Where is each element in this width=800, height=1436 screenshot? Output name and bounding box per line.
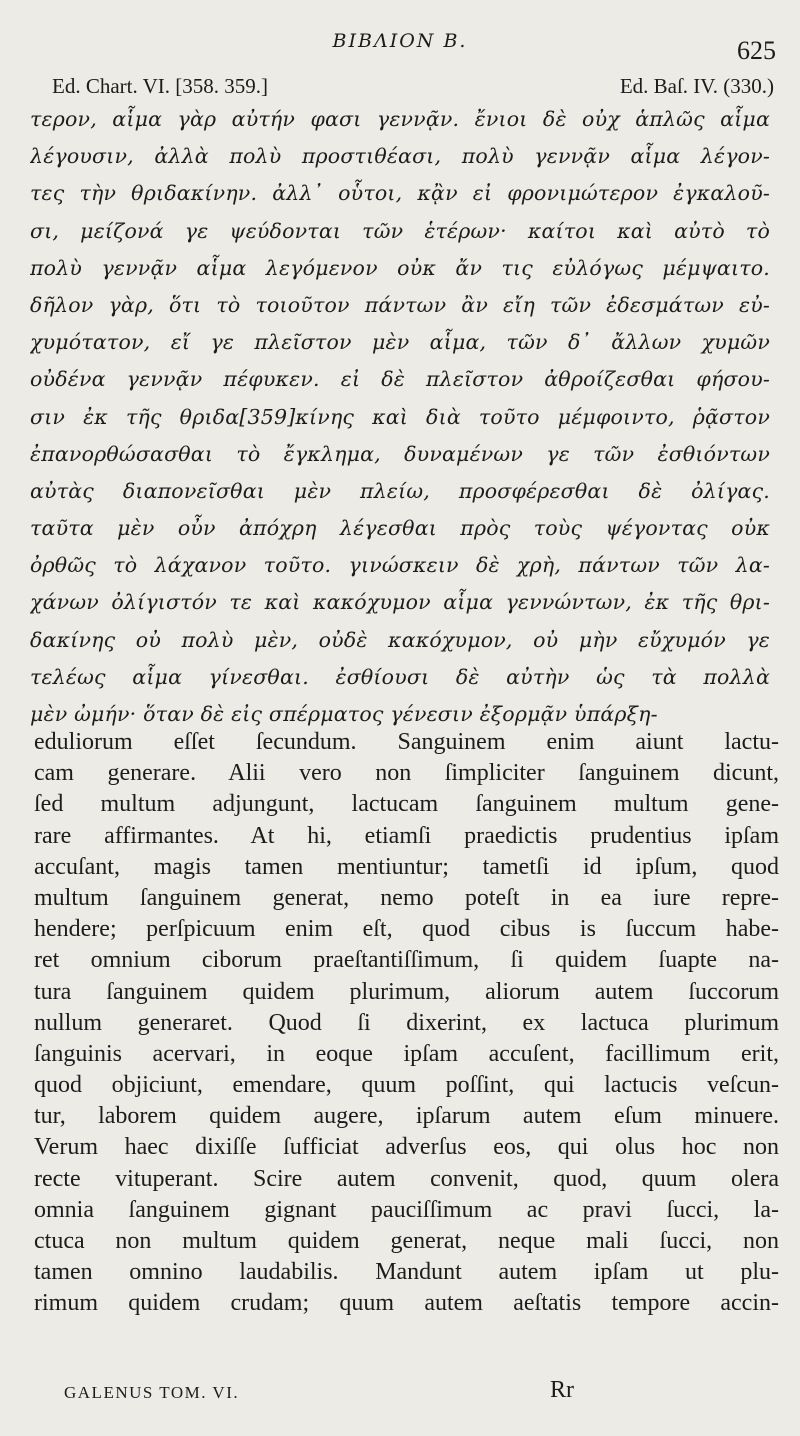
latin-line: quod objiciunt, emendare, quum poſſint, qui lactucis veſcun- <box>34 1072 779 1099</box>
edition-reference-basel: Ed. Baſ. IV. (330.) <box>619 74 774 98</box>
latin-line: nullum generaret. Quod ſi dixerint, ex lactuca plurimum <box>34 1009 779 1036</box>
signature-mark: GALENUS TOM. VI. <box>64 1383 240 1402</box>
latin-line: cam generare. Alii vero non ſimpliciter ſanguinem dicunt, <box>34 760 779 787</box>
greek-line: τελέως αἷμα γίνεσθαι. ἐσθίουσι δὲ αὐτὴν ὡς τὰ πολλὰ <box>30 664 770 689</box>
greek-line: σιν ἐκ τῆς θριδα[359]κίνης καὶ διὰ τοῦτο μέμφοιντο, ῥᾷστον <box>30 404 770 429</box>
latin-line: recte vituperant. Scire autem convenit, quod, quum olera <box>34 1165 779 1192</box>
greek-text-block <box>30 101 770 733</box>
greek-line: χάνων ὀλίγιστόν τε καὶ κακόχυμον αἷμα γεννώντων, ἐκ τῆς θρι- <box>30 590 770 615</box>
latin-line: ſanguinis acervari, in eoque ipſam accuſent, facillimum erit, <box>34 1040 779 1067</box>
greek-line: σι, μείζονά γε ψεύδονται τῶν ἑτέρων· καίτοι καὶ αὐτὸ τὸ <box>30 218 770 243</box>
greek-line: δῆλον γὰρ, ὅτι τὸ τοιοῦτον πάντων ἂν εἴη τῶν ἐδεσμάτων εὐ- <box>30 292 770 317</box>
latin-text-block <box>34 727 779 1320</box>
greek-line: λέγουσιν, ἀλλὰ πολὺ προστιθέασι, πολὺ γεννᾷν αἷμα λέγον- <box>30 144 770 169</box>
greek-line: τες τὴν θριδακίνην. ἀλλ᾽ οὗτοι, κᾂν εἰ φρονιμώτερον ἐγκαλοῦ- <box>30 181 770 206</box>
greek-line: ταῦτα μὲν οὖν ἀπόχρη λέγεσθαι πρὸς τοὺς ψέγοντας οὐκ <box>30 516 770 541</box>
greek-line: ἐπανορθώσασθαι τὸ ἔγκλημα, δυναμένων γε τῶν ἐσθιόντων <box>30 441 770 466</box>
sheet-mark: Rr <box>550 1377 574 1403</box>
latin-line: ſed multum adjungunt, lactucam ſanguinem multum gene- <box>34 791 779 818</box>
edition-reference-chartier: Ed. Chart. VI. [358. 359.] <box>52 74 268 98</box>
greek-line: οὐδένα γεννᾷν πέφυκεν. εἰ δὲ πλεῖστον ἀθροίζεσθαι φήσου- <box>30 367 770 392</box>
latin-line: ret omnium ciborum praeſtantiſſimum, ſi quidem ſuapte na- <box>34 947 779 974</box>
greek-line: αὐτὰς διαπονεῖσθαι μὲν πλείω, προσφέρεσθαι δὲ ὀλίγας. <box>30 478 770 503</box>
latin-line: multum ſanguinem generat, nemo poteſt in ea iure repre- <box>34 884 779 911</box>
latin-line: Verum haec dixiſſe ſufficiat adverſus eos, qui olus hoc non <box>34 1134 779 1161</box>
latin-line: rare affirmantes. At hi, etiamſi praedictis prudentius ipſam <box>34 822 779 849</box>
greek-line: μὲν ὠμήν· ὅταν δὲ εἰς σπέρματος γένεσιν ἐξορμᾷν ὑπάρξη- <box>30 702 658 726</box>
latin-line: eduliorum eſſet ſecundum. Sanguinem enim aiunt lactu- <box>34 729 779 755</box>
page-number: 625 <box>737 36 776 65</box>
greek-line: πολὺ γεννᾷν αἷμα λεγόμενον οὐκ ἄν τις εὐλόγως μέμψαιτο. <box>30 255 770 280</box>
latin-line: tamen omnino laudabilis. Mandunt autem ipſam ut plu- <box>34 1259 779 1286</box>
greek-line: ὀρθῶς τὸ λάχανον τοῦτο. γινώσκειν δὲ χρὴ, πάντων τῶν λα- <box>30 553 770 578</box>
latin-line: hendere; perſpicuum enim eſt, quod cibus is ſuccum habe- <box>34 916 779 943</box>
latin-line: tura ſanguinem quidem plurimum, aliorum autem ſuccorum <box>34 978 779 1005</box>
greek-line: δακίνης οὐ πολὺ μὲν, οὐδὲ κακόχυμον, οὐ μὴν εὔχυμόν γε <box>30 627 770 652</box>
greek-line: τερον, αἷμα γὰρ αὐτήν φασι γεννᾷν. ἔνιοι δὲ οὐχ ἁπλῶς αἷμα <box>30 107 770 131</box>
latin-line: accuſant, magis tamen mentiuntur; tametſi id ipſum, quod <box>34 853 779 880</box>
latin-line: tur, laborem quidem augere, ipſarum autem eſum minuere. <box>34 1103 779 1130</box>
latin-line: omnia ſanguinem gignant pauciſſimum ac pravi ſucci, la- <box>34 1196 779 1223</box>
greek-line: χυμότατον, εἴ γε πλεῖστον μὲν αἷμα, τῶν δ᾽ ἄλλων χυμῶν <box>30 330 770 355</box>
running-title: ΒΙΒΛΙΟΝ Β. <box>332 30 468 52</box>
latin-line: rimum quidem crudam; quum autem aeſtatis tempore accin- <box>34 1290 779 1317</box>
latin-line: ctuca non multum quidem generat, neque mali ſucci, non <box>34 1228 779 1254</box>
